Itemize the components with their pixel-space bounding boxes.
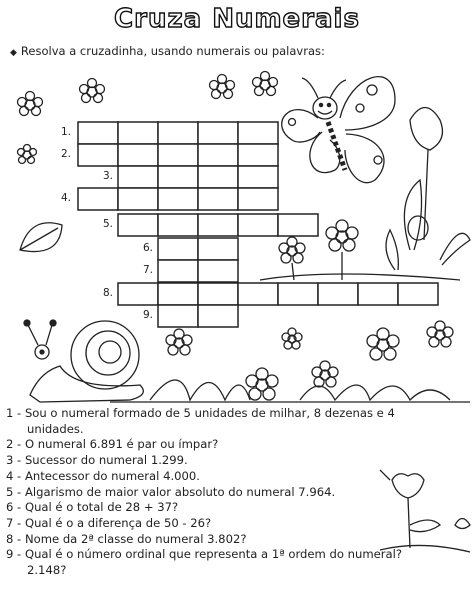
grid-label: 1. <box>61 126 72 138</box>
grid-cell[interactable] <box>198 166 238 188</box>
grid-cell[interactable] <box>238 214 278 236</box>
butterfly-icon <box>282 77 395 183</box>
grid-label: 2. <box>61 148 72 160</box>
plant-icon <box>386 180 470 270</box>
row-5 <box>118 214 318 236</box>
flower-icon <box>210 75 235 99</box>
grid-cell[interactable] <box>78 188 118 210</box>
clue-item <box>6 453 468 469</box>
grid-cell[interactable] <box>198 238 238 260</box>
flower-icon <box>427 321 453 347</box>
grid-cell[interactable] <box>78 144 118 166</box>
clue-text: O numeral 6.891 é par ou ímpar? <box>24 437 219 452</box>
grid-cell[interactable] <box>118 214 158 236</box>
clue-item <box>6 437 468 453</box>
clue-item <box>6 485 468 501</box>
grid-label: 4. <box>61 192 72 204</box>
grid-cell[interactable] <box>118 283 158 305</box>
grid-cell[interactable] <box>198 260 238 282</box>
grid-cell[interactable] <box>158 260 198 282</box>
grid-cell[interactable] <box>198 214 238 236</box>
flower-icon <box>18 145 37 164</box>
row-9 <box>158 305 238 327</box>
grid-cell[interactable] <box>278 214 318 236</box>
grid-cell[interactable] <box>318 283 358 305</box>
clue-text: Nome da 2ª classe do numeral 3.802? <box>24 531 247 546</box>
grass-line <box>260 274 460 280</box>
clue-number: 1 - <box>6 406 22 420</box>
grid-cell[interactable] <box>278 283 318 305</box>
grid-cell[interactable] <box>198 188 238 210</box>
grid-cell[interactable] <box>158 122 198 144</box>
clue-number: 3 - <box>6 453 22 468</box>
flower-icon <box>282 328 302 349</box>
instruction-text: Resolva a cruzadinha, usando numerais ou palavras: <box>20 44 325 58</box>
clue-number: 4 - <box>6 468 22 483</box>
grid-label: 5. <box>103 218 114 230</box>
grass-clump <box>150 380 450 400</box>
grid-cell[interactable] <box>118 122 158 144</box>
flower-icon <box>367 328 399 360</box>
grid-cell[interactable] <box>158 188 198 210</box>
flower-icon <box>253 72 278 96</box>
grid-label: 7. <box>143 264 154 276</box>
row-1 <box>78 122 278 144</box>
clue-number: 8 - <box>6 531 22 546</box>
grid-cell[interactable] <box>118 166 158 188</box>
grid-cell[interactable] <box>158 214 198 236</box>
clue-number: 6 - <box>6 500 22 515</box>
flower-icon <box>279 237 305 280</box>
grid-cell[interactable] <box>238 188 278 210</box>
flower-icon <box>312 361 338 387</box>
grid-cell[interactable] <box>158 144 198 166</box>
clue-text: Qual é o número ordinal que representa a 1ª ordem do numeral? <box>24 547 403 562</box>
grid-cell[interactable] <box>238 166 278 188</box>
clue-continuation: 2.148? <box>27 563 67 578</box>
worksheet-title: Cruza Numerais <box>114 4 360 34</box>
grid-label: 3. <box>103 170 114 182</box>
clue-item <box>6 516 468 532</box>
grid-cell[interactable] <box>78 122 118 144</box>
grid-label: 9. <box>143 309 154 321</box>
leaf-icon <box>20 223 62 252</box>
row-7 <box>158 260 238 282</box>
row-2 <box>78 144 278 166</box>
clue-list <box>6 406 468 579</box>
grid-cell[interactable] <box>158 283 198 305</box>
snail-icon <box>24 320 143 402</box>
clue-text: Qual é o a diferença de 50 - 26? <box>24 515 212 530</box>
grid-cell[interactable] <box>158 305 198 327</box>
clue-number: 7 - <box>6 515 22 530</box>
grid-cell[interactable] <box>118 188 158 210</box>
clue-item <box>6 547 468 578</box>
clue-number: 2 - <box>6 437 22 452</box>
grid-cell[interactable] <box>238 122 278 144</box>
flower-icon <box>80 79 105 103</box>
flower-icon <box>166 329 192 355</box>
grid-cell[interactable] <box>238 283 278 305</box>
grid-cell[interactable] <box>118 144 158 166</box>
grid-cell[interactable] <box>358 283 398 305</box>
grid-label: 6. <box>143 242 154 254</box>
clue-text: Qual é o total de 28 + 37? <box>24 500 179 515</box>
flower-icon <box>18 92 43 116</box>
clue-text: Sucessor do numeral 1.299. <box>24 453 188 468</box>
row-6 <box>158 238 238 260</box>
grid-cell[interactable] <box>198 144 238 166</box>
grid-cell[interactable] <box>238 144 278 166</box>
clue-item <box>6 500 468 516</box>
clue-continuation: unidades. <box>27 421 84 436</box>
flower-icon <box>246 368 278 400</box>
clue-number: 5 - <box>6 484 22 499</box>
clue-text: Sou o numeral formado de 5 unidades de milhar, 8 dezenas e 4 <box>24 406 395 420</box>
row-4 <box>78 188 278 210</box>
clue-item <box>6 532 468 548</box>
flower-icon <box>326 220 358 280</box>
clue-item <box>6 469 468 485</box>
clue-text: Antecessor do numeral 4.000. <box>24 468 200 483</box>
bullet-icon: ◆ <box>10 48 17 58</box>
grid-cell[interactable] <box>158 238 198 260</box>
grid-cell[interactable] <box>158 166 198 188</box>
clue-item <box>6 406 468 437</box>
clue-text: Algarismo de maior valor absoluto do numeral 7.964. <box>24 484 336 499</box>
grid-label: 8. <box>103 287 114 299</box>
row-8 <box>118 283 438 305</box>
grid-cell[interactable] <box>198 283 238 305</box>
grid-cell[interactable] <box>198 122 238 144</box>
grid-cell[interactable] <box>398 283 438 305</box>
row-3 <box>118 166 278 188</box>
crossword-grid <box>78 122 438 327</box>
grid-cell[interactable] <box>198 305 238 327</box>
clue-number: 9 - <box>6 547 22 562</box>
